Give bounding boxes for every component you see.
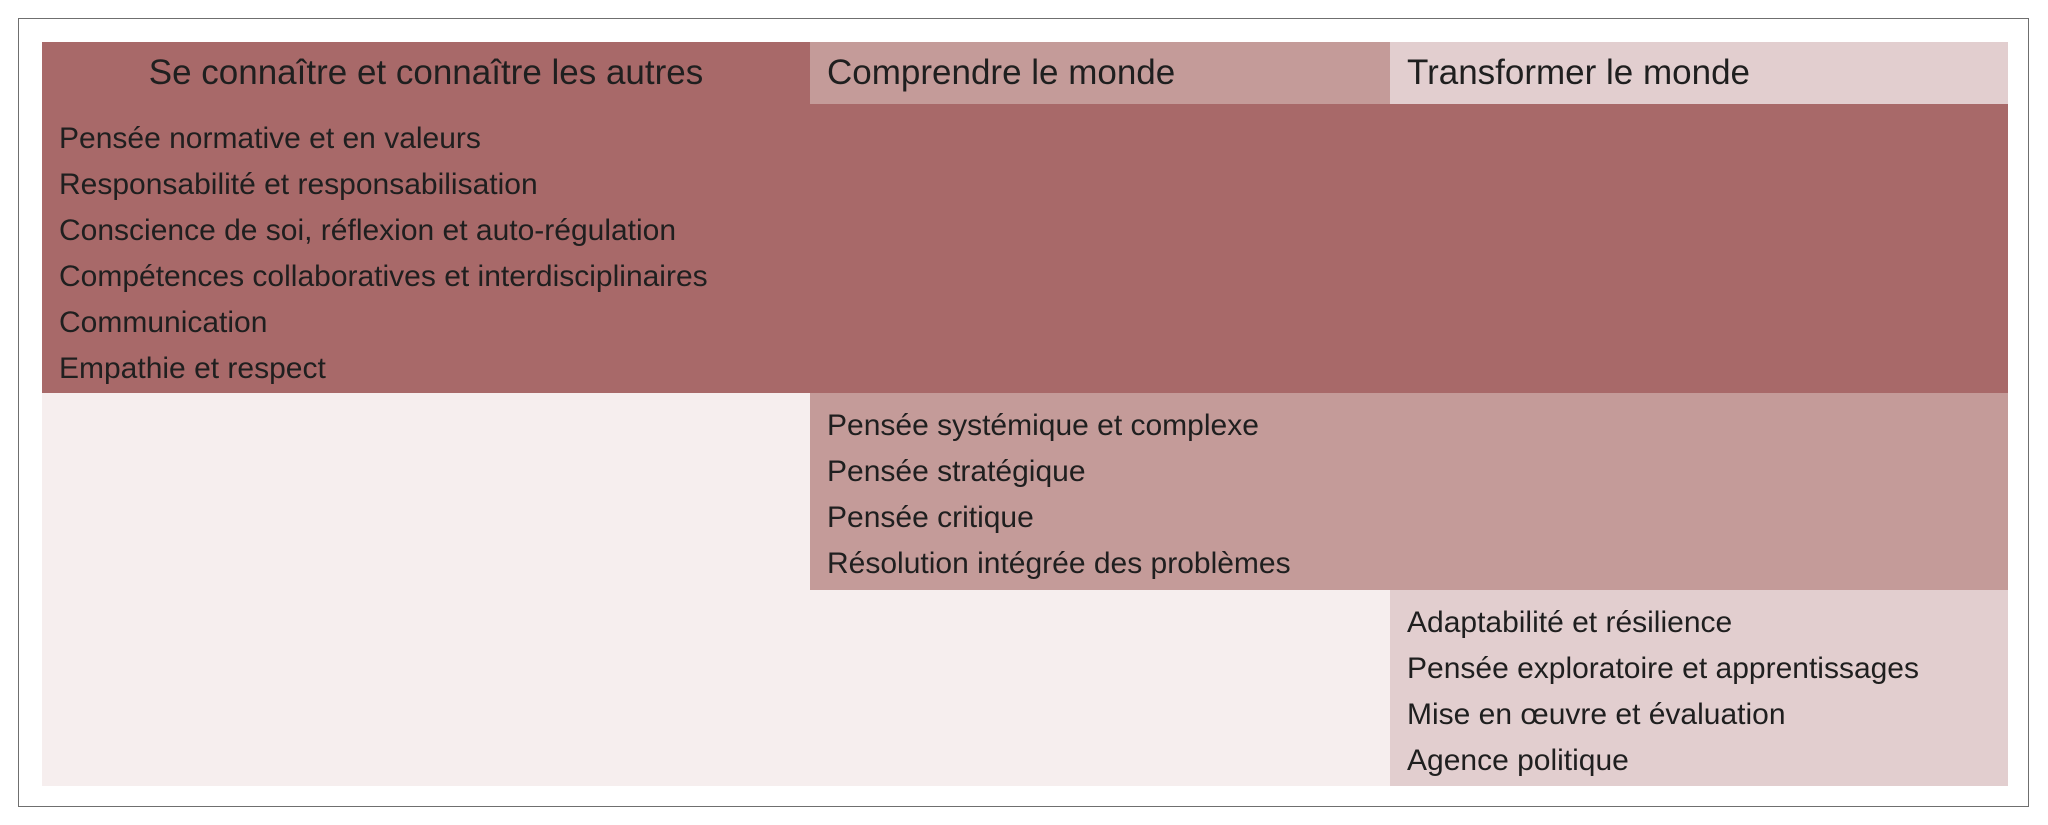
- list-item: Conscience de soi, réflexion et auto-régulation: [59, 214, 677, 247]
- header-transform-world: Transformer le monde: [1390, 42, 2008, 104]
- list-item: Responsabilité et responsabilisation: [59, 168, 538, 201]
- empty-region-left: [42, 393, 810, 786]
- list-item: Pensée exploratoire et apprentissages: [1407, 652, 1919, 685]
- list-item: Pensée systémique et complexe: [827, 409, 1259, 442]
- list-item: Agence politique: [1407, 744, 1629, 777]
- group-band-1: [42, 104, 2008, 393]
- list-item: Pensée stratégique: [827, 455, 1086, 488]
- list-item: Pensée critique: [827, 501, 1034, 534]
- header-know-self-and-others: Se connaître et connaître les autres: [42, 42, 810, 104]
- header-understand-world: Comprendre le monde: [810, 42, 1390, 104]
- list-item: Résolution intégrée des problèmes: [827, 547, 1291, 580]
- group-band-2: [810, 393, 2008, 590]
- empty-region-middle: [810, 590, 1390, 786]
- list-item: Mise en œuvre et évaluation: [1407, 698, 1786, 731]
- list-item: Compétences collaboratives et interdisciplinaires: [59, 260, 708, 293]
- list-item: Communication: [59, 306, 268, 339]
- group-band-3: [1390, 590, 2008, 786]
- list-item: Pensée normative et en valeurs: [59, 122, 481, 155]
- list-item: Empathie et respect: [59, 352, 326, 385]
- list-item: Adaptabilité et résilience: [1407, 606, 1733, 639]
